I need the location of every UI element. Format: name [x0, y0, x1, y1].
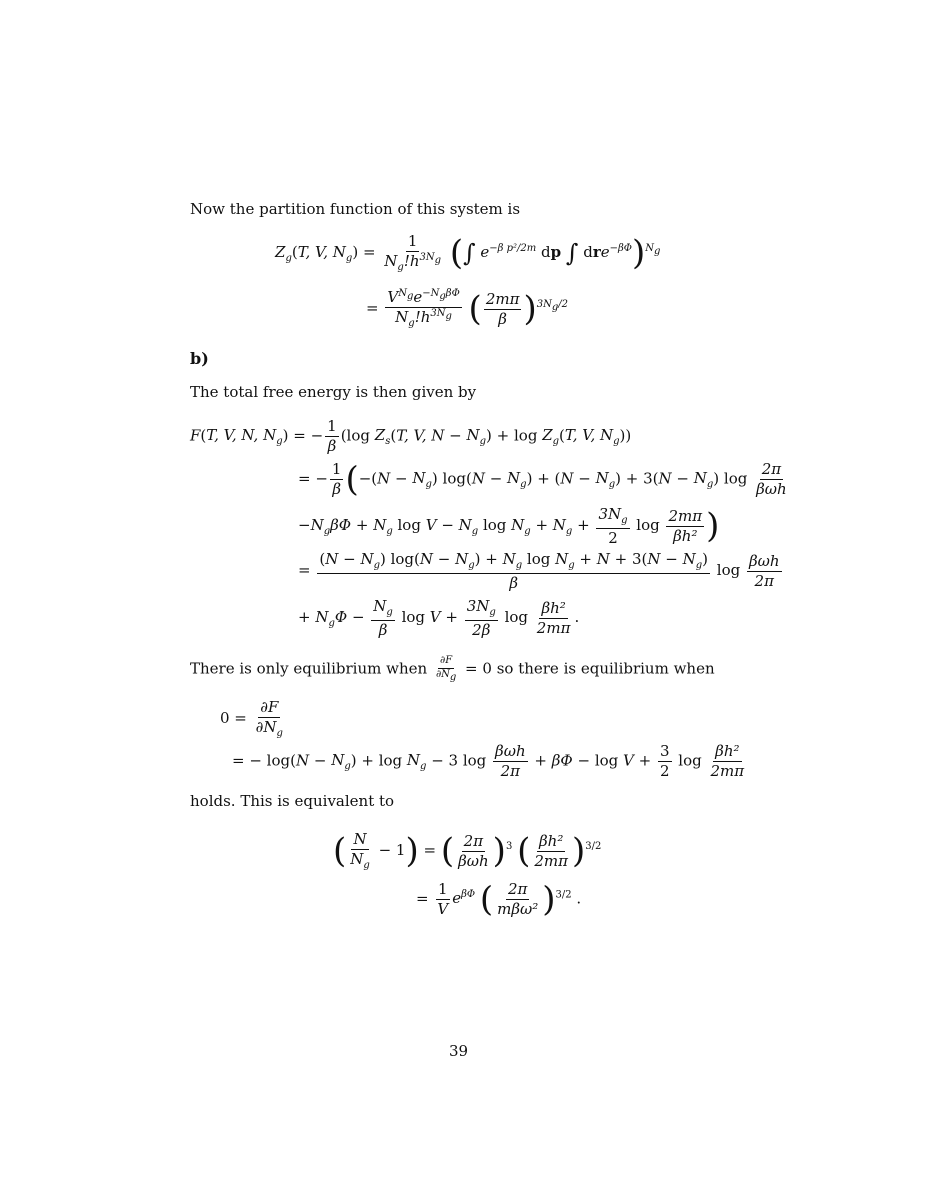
equivalent-eq-line1: ( $\frac{N}{N_g}$ − 1) = ( $\frac{2\pi}{\text{βωh}}$ )$^3$ ( $\frac{\text{βh²}}{2m\pi}$ )$^{3/2}$	[333, 830, 602, 872]
holds-text: holds. This is equivalent to	[190, 792, 395, 810]
page-number: 39	[449, 1042, 469, 1060]
partition-function-eq-line1: $Z_g(T$, V, $N_g$) = $\frac{1}{N_g!h^{3Ng}}$ (∫ $e^{-\beta p^2/2m}$ dp ∫ dre$^{-\beta\Phi}$)$^{Ng}$	[275, 232, 661, 274]
free-energy-eq-line3: $-N_g\beta\Phi + N_g$ $\log V - N_g$ $\log N_g + N_g$ + $\frac{3N_g}{2}$ log $\frac{2m\pi}{\text{βh²}}$ )	[298, 505, 720, 547]
free-energy-eq-line2: = − $\frac{1}{\beta}$ ($-(N - N_g)$ $\log(N - N_g) + (N - N_g) + 3(N - N_g)$ log $\frac{2\pi}{\text{βωh}}$	[298, 459, 787, 500]
section-b-heading: b)	[190, 349, 209, 368]
free-energy-eq-line4: = $\frac{(N - N_g) \log(N - N_g) + N_g \log N_g + N + 3(N - N_g)}{\beta}$ log $\frac{\text{βωh}}{2\pi}$	[298, 550, 780, 592]
derivative-eq-line2: = − $\log(N - N_g) + \log N_g - 3$ log $\frac{\text{βωh}}{2\pi}$ + βΦ − log V + $\frac{3}{2}$ log $\frac{\text{βh²}}{2m\pi}$	[232, 742, 745, 780]
equilibrium-text-b: = 0 so there is equilibrium when	[465, 659, 715, 678]
equilibrium-text-a: There is only equilibrium when	[190, 659, 428, 678]
equilibrium-text: There is only equilibrium when $\frac{\partial F}{\partial Ng}$ = 0 so there is equilibrium when	[190, 655, 715, 683]
intro-text: Now the partition function of this system is	[190, 200, 521, 218]
free-energy-eq-line5: + $N_g\Phi$ − $\frac{N_g}{\beta}$ log V + $\frac{3N_g}{2\beta}$ log $\frac{\text{βh²}}{2m\pi}$ .	[298, 597, 580, 639]
equivalent-eq-line2: = $\frac{1}{V}$ $e^{\beta\Phi}$ ( $\frac{2\pi}{\text{mβω²}}$ )$^{3/2}$ .	[416, 879, 582, 920]
free-energy-eq-line1: F(T, V, N, $N_g$) = − $\frac{1}{\beta}$ (log $Z_s(T$, V, $N - N_g) + \log Z_g(T$, V, $N_g$))	[190, 417, 632, 455]
free-energy-intro-text: The total free energy is then given by	[190, 383, 477, 401]
partition-function-eq-line2: = $\frac{V^{Ng}e^{-Ng\beta\Phi}}{N_g!h^{3Ng}}$ ( $\frac{2m\pi}{\beta}$ )$^{3Ng/2}$	[366, 288, 568, 330]
derivative-eq-line1: 0 = $\frac{\partial F}{\partial N_g}$	[220, 698, 283, 739]
